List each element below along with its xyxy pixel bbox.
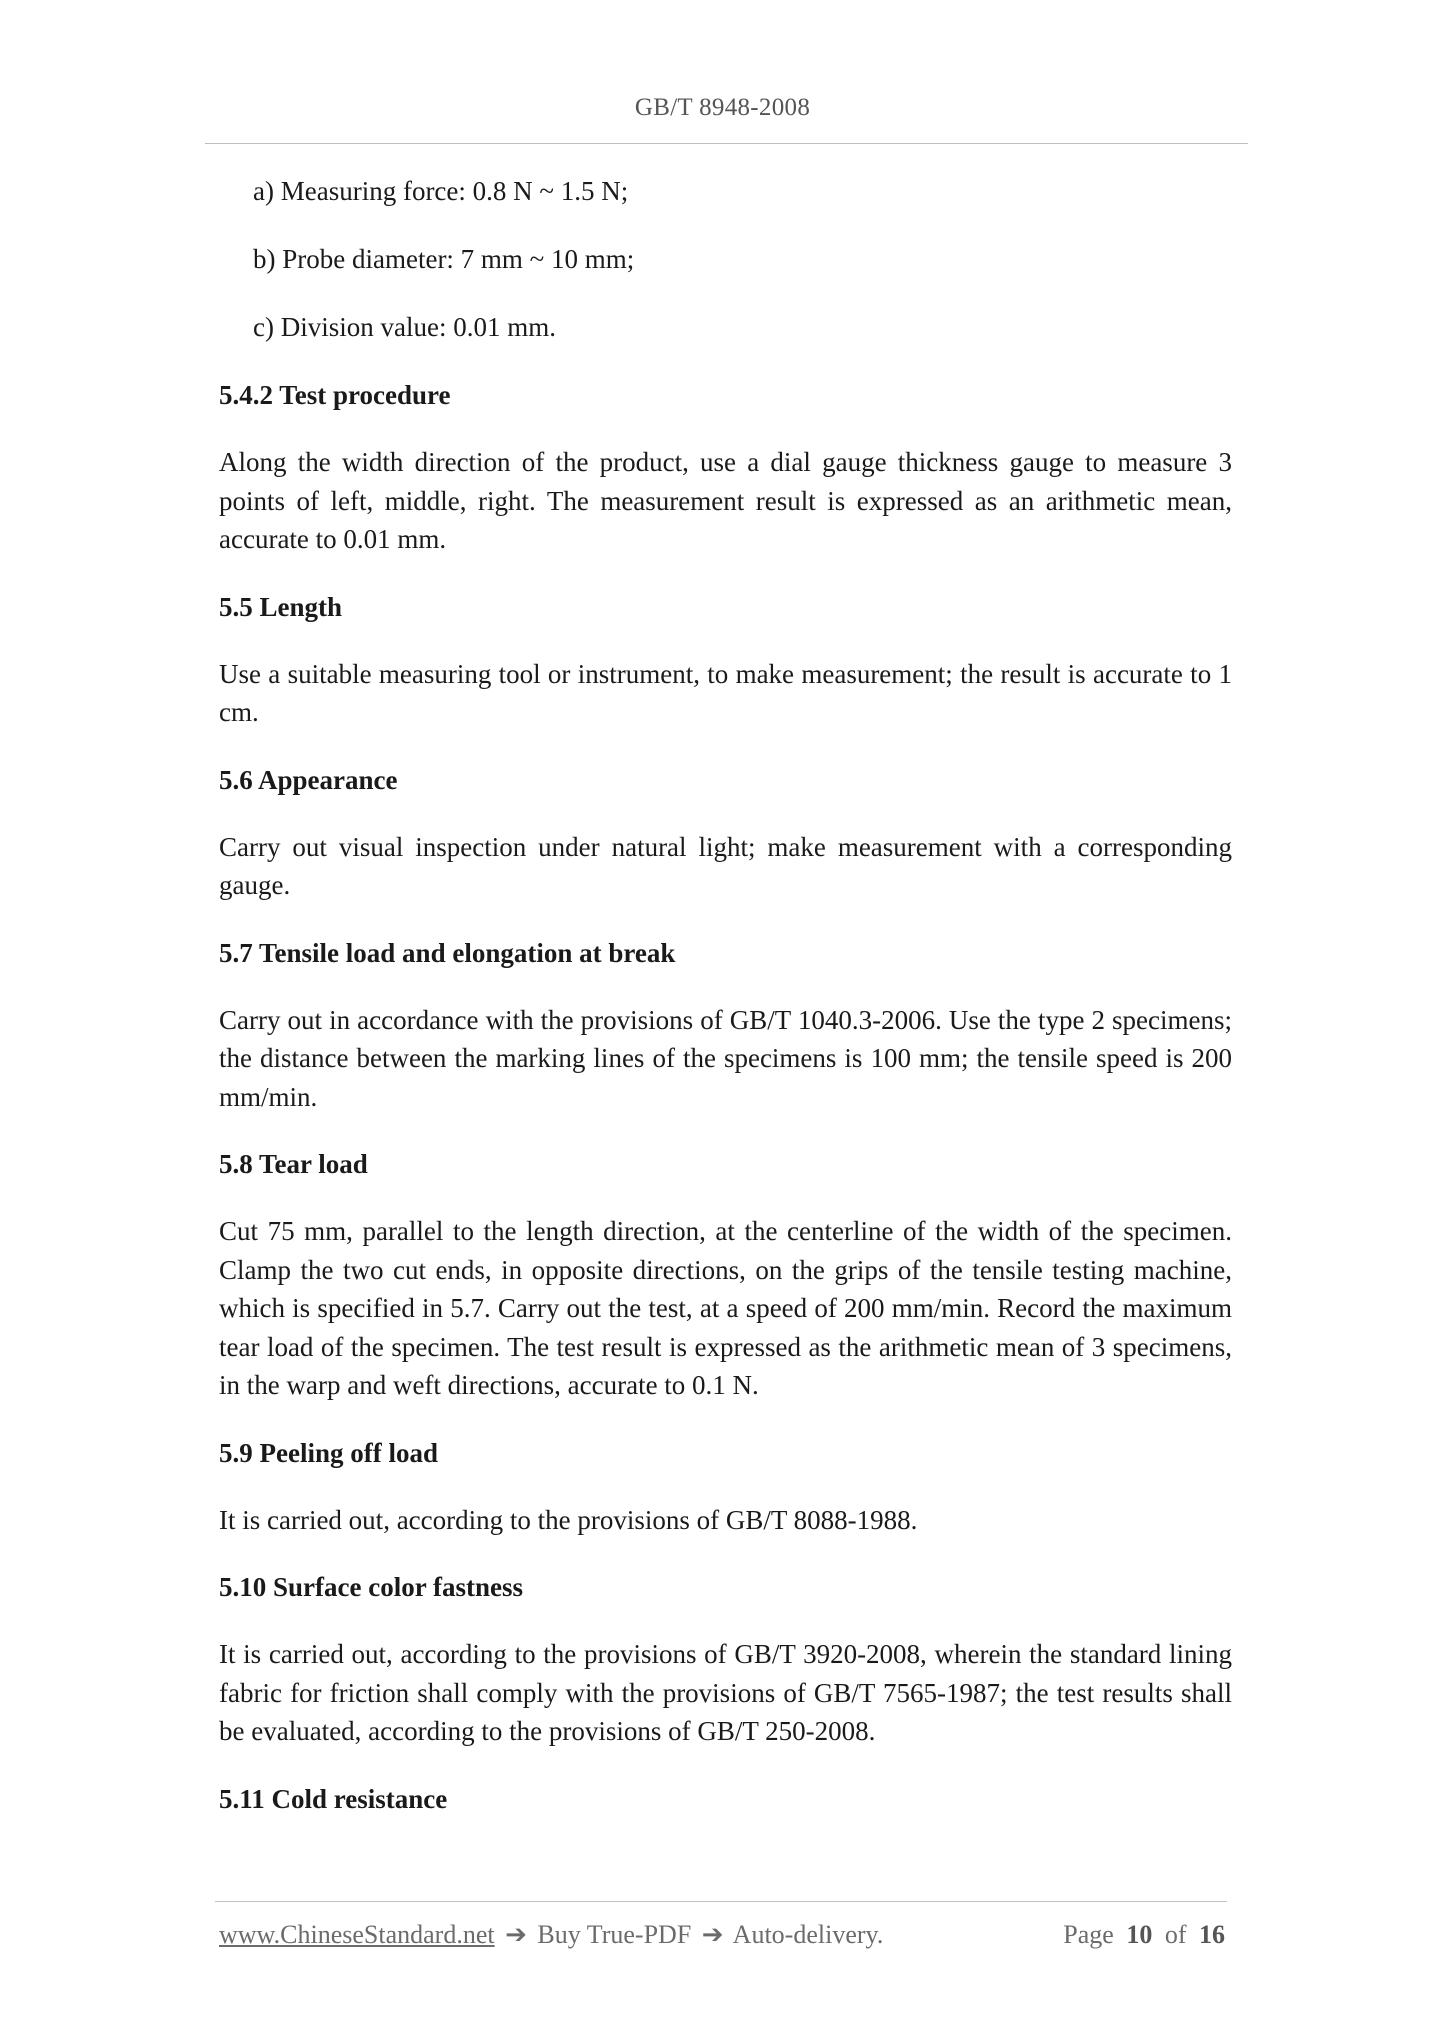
footer-promo [219, 1920, 883, 1950]
buy-pdf-text: Buy True-PDF [537, 1920, 692, 1949]
document-body [219, 172, 1232, 1847]
page-total-number: 16 [1199, 1920, 1225, 1949]
section-heading-5-5: 5.5 Length [219, 591, 343, 622]
page-header-title: GB/T 8948-2008 [634, 94, 811, 121]
section-paragraph-5-5: Use a suitable measuring tool or instrument, to make measurement; the result is accurate to 1 cm. [219, 658, 1232, 727]
section-heading-5-6: 5.6 Appearance [219, 764, 398, 795]
page-label: Page [1063, 1920, 1114, 1949]
section-heading-5-4-2: 5.4.2 Test procedure [219, 380, 451, 410]
website-link[interactable]: www.ChineseStandard.net [219, 1920, 495, 1949]
arrow-right-icon: ➔ [701, 1920, 724, 1949]
section-paragraph-5-8: Cut 75 mm, parallel to the length direction, at the centerline of the width of the specimen. Clamp the two cut ends, in opposite directions, on the grips of the tensile testing machine, which is specified in 5.7. Carry out the test, at a speed of 200 mm/min. Record the maximum tear load of the specimen. The test result is expressed as the arithmetic mean of 3 specimens, in the warp and weft directions, accurate to 0.1 N. [219, 1216, 1232, 1400]
delivery-text: Auto-delivery. [732, 1920, 884, 1949]
page-indicator [1063, 1920, 1231, 1950]
page-current-number: 10 [1126, 1920, 1153, 1949]
section-heading-5-8: 5.8 Tear load [219, 1149, 368, 1179]
section-paragraph-5-7: Carry out in accordance with the provisions of GB/T 1040.3-2006. Use the type 2 specimens; the distance between the marking lines of the specimens is 100 mm; the tensile speed is 200 mm/min. [219, 1004, 1232, 1112]
section-heading-5-7: 5.7 Tensile load and elongation at break [219, 937, 676, 968]
section-heading-5-11: 5.11 Cold resistance [219, 1783, 448, 1814]
section-heading-5-9: 5.9 Peeling off load [219, 1437, 438, 1468]
footer-divider [215, 1901, 1227, 1902]
section-paragraph-5-9: It is carried out, according to the provisions of GB/T 8088-1988. [219, 1504, 918, 1535]
list-item: b) Probe diameter: 7 mm ~ 10 mm; [253, 244, 635, 274]
arrow-right-icon: ➔ [505, 1920, 527, 1949]
section-heading-5-10: 5.10 Surface color fastness [219, 1572, 523, 1602]
list-item: a) Measuring force: 0.8 N ~ 1.5 N; [253, 176, 629, 206]
header-divider [205, 143, 1248, 144]
page-of-label: of [1164, 1920, 1187, 1949]
page-footer [219, 1920, 1231, 1960]
section-paragraph-5-4-2: Along the width direction of the product, use a dial gauge thickness gauge to measure 3 points of left, middle, right. The measurement result is expressed as an arithmetic mean, accurate to 0.01 mm. [219, 447, 1232, 554]
list-item: c) Division value: 0.01 mm. [253, 312, 556, 342]
section-paragraph-5-6: Carry out visual inspection under natural light; make measurement with a corresponding gauge. [219, 831, 1232, 900]
section-paragraph-5-10: It is carried out, according to the provisions of GB/T 3920-2008, wherein the standard lining fabric for friction shall comply with the provisions of GB/T 7565-1987; the test results shall be evaluated, according to the provisions of GB/T 250-2008. [219, 1639, 1232, 1746]
